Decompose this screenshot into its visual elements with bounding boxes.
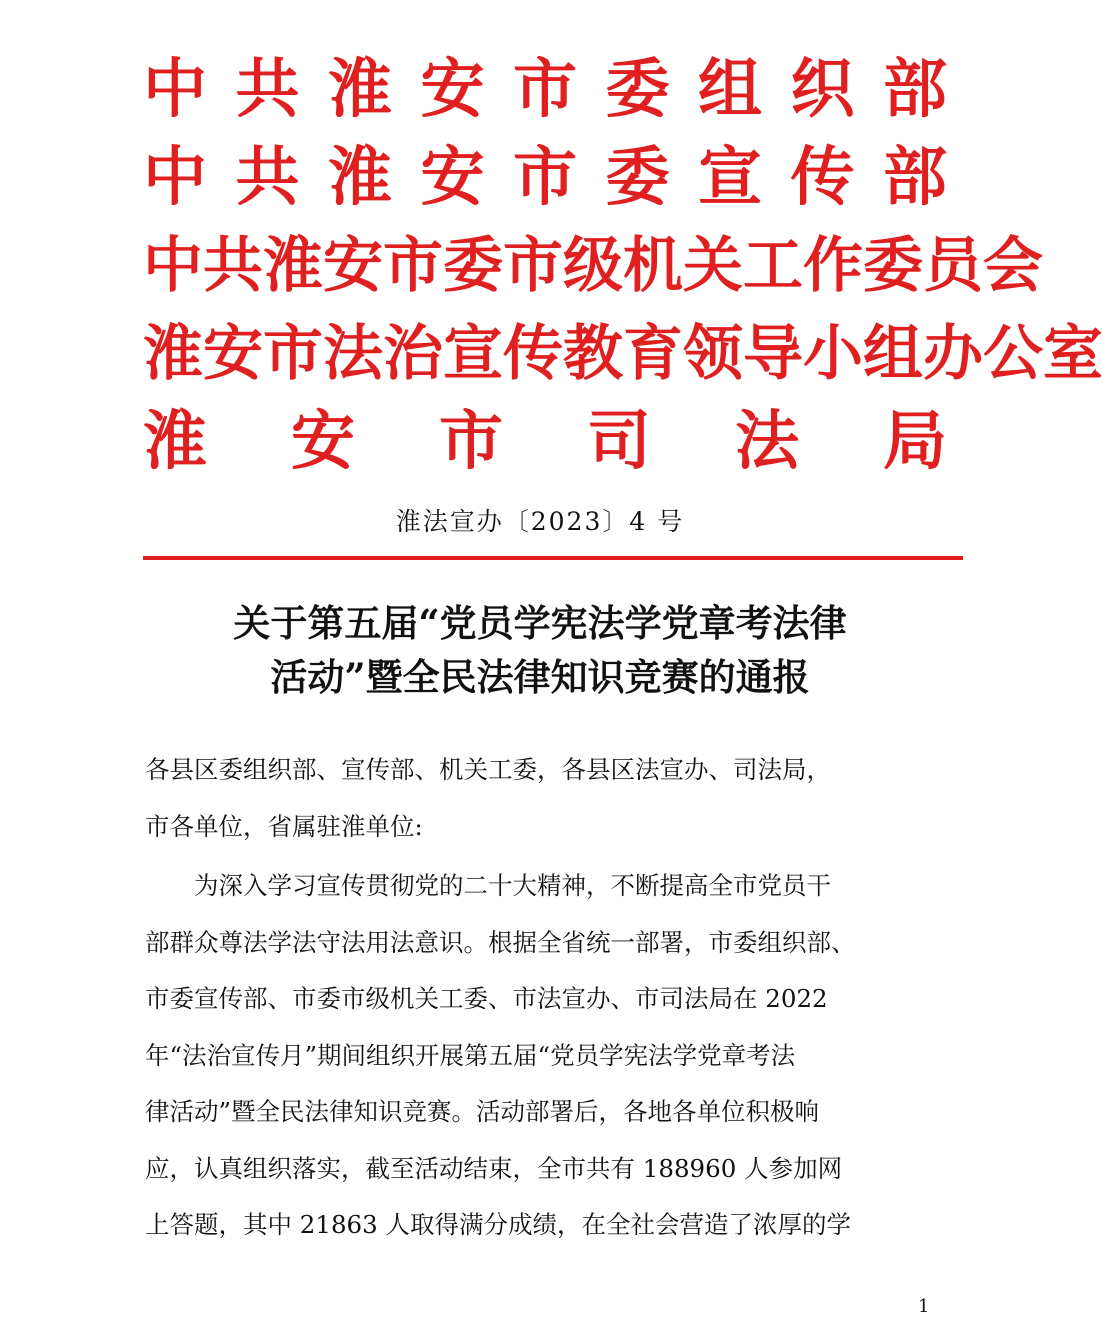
- org-char: 部: [883, 52, 947, 127]
- org-char: 关: [683, 231, 743, 301]
- org-char: 淮: [143, 319, 203, 389]
- org-char: 委: [605, 52, 670, 127]
- document-number: 淮法宣办〔2023〕4 号: [395, 507, 685, 536]
- org-char: 共: [203, 231, 263, 301]
- org-line-1: [143, 46, 947, 134]
- org-char: 员: [923, 231, 983, 301]
- org-char: 治: [383, 319, 443, 389]
- org-line-5: [143, 398, 947, 486]
- org-char: 安: [291, 404, 355, 479]
- org-char: 市: [383, 231, 443, 301]
- org-char: 共: [235, 140, 300, 215]
- title-line-1: 关于第五届“党员学宪法学党章考法律: [233, 601, 847, 645]
- org-char: 宣: [698, 140, 762, 215]
- salutation-line-1: 各县区委组织部、宣传部、机关工委，各县区法宣办、司法局，: [145, 755, 831, 784]
- org-char: 导: [743, 319, 803, 389]
- body-line-1: 为深入学习宣传贯彻党的二十大精神，不断提高全市党员干: [145, 871, 831, 900]
- org-line-3: [143, 222, 1043, 310]
- issuing-organizations-header: [143, 46, 1103, 486]
- org-char: 安: [323, 231, 383, 301]
- body-line-5: 律活动”暨全民法律知识竞赛。活动部署后，各地各单位积极响: [145, 1097, 820, 1126]
- salutation-line-2: 市各单位，省属驻淮单位:: [145, 811, 423, 841]
- page-number: 1: [918, 1296, 930, 1317]
- org-char: 市: [513, 52, 577, 127]
- org-char: 淮: [328, 52, 392, 127]
- org-char: 宣: [443, 319, 503, 389]
- org-char: 级: [563, 231, 623, 301]
- org-char: 淮: [263, 231, 323, 301]
- org-char: 淮: [143, 404, 207, 479]
- org-char: 司: [587, 404, 651, 479]
- org-char: 部: [883, 140, 947, 215]
- org-char: 委: [443, 231, 503, 301]
- org-char: 小: [803, 319, 863, 389]
- org-char: 作: [803, 231, 863, 301]
- org-char: 教: [563, 319, 623, 389]
- org-char: 领: [683, 319, 743, 389]
- org-char: 办: [923, 319, 983, 389]
- org-char: 中: [143, 52, 207, 127]
- salutation: [145, 742, 950, 855]
- org-char: 织: [790, 52, 855, 127]
- org-char: 法: [735, 404, 799, 479]
- org-char: 传: [790, 140, 855, 215]
- org-char: 市: [503, 231, 563, 301]
- body-paragraph: [145, 858, 950, 1254]
- document-title: [0, 596, 1080, 704]
- org-char: 中: [143, 140, 207, 215]
- org-char: 会: [983, 231, 1043, 301]
- org-char: 市: [263, 319, 323, 389]
- org-char: 组: [863, 319, 923, 389]
- org-char: 机: [623, 231, 683, 301]
- org-char: 育: [623, 319, 683, 389]
- org-char: 安: [420, 140, 485, 215]
- org-char: 安: [420, 52, 485, 127]
- body-line-4: 年“法治宣传月”期间组织开展第五届“党员学宪法学党章考法: [145, 1040, 796, 1070]
- org-char: 法: [323, 319, 383, 389]
- org-char: 市: [513, 140, 577, 215]
- title-line-2: 活动”暨全民法律知识竞赛的通报: [270, 655, 810, 699]
- org-char: 传: [503, 319, 563, 389]
- org-line-4: [143, 310, 1103, 398]
- body-line-7: 上答题，其中 21863 人取得满分成绩，在全社会营造了浓厚的学: [145, 1210, 852, 1239]
- red-divider-rule: [143, 556, 963, 560]
- org-char: 市: [439, 404, 503, 479]
- org-char: 组: [698, 52, 762, 127]
- body-line-3: 市委宣传部、市委市级机关工委、市法宣办、市司法局在 2022: [145, 984, 828, 1013]
- org-char: 室: [1043, 319, 1103, 389]
- org-char: 中: [143, 231, 203, 301]
- body-line-2: 部群众尊法学法守法用法意识。根据全省统一部署，市委组织部、: [145, 927, 856, 957]
- org-char: 淮: [328, 140, 392, 215]
- org-char: 委: [605, 140, 670, 215]
- org-line-2: [143, 134, 947, 222]
- body-line-6: 应，认真组织落实，截至活动结束，全市共有 188960 人参加网: [145, 1153, 843, 1183]
- org-char: 公: [983, 319, 1043, 389]
- org-char: 委: [863, 231, 923, 301]
- org-char: 共: [235, 52, 300, 127]
- org-char: 局: [883, 404, 947, 479]
- org-char: 工: [743, 231, 803, 301]
- org-char: 安: [203, 319, 263, 389]
